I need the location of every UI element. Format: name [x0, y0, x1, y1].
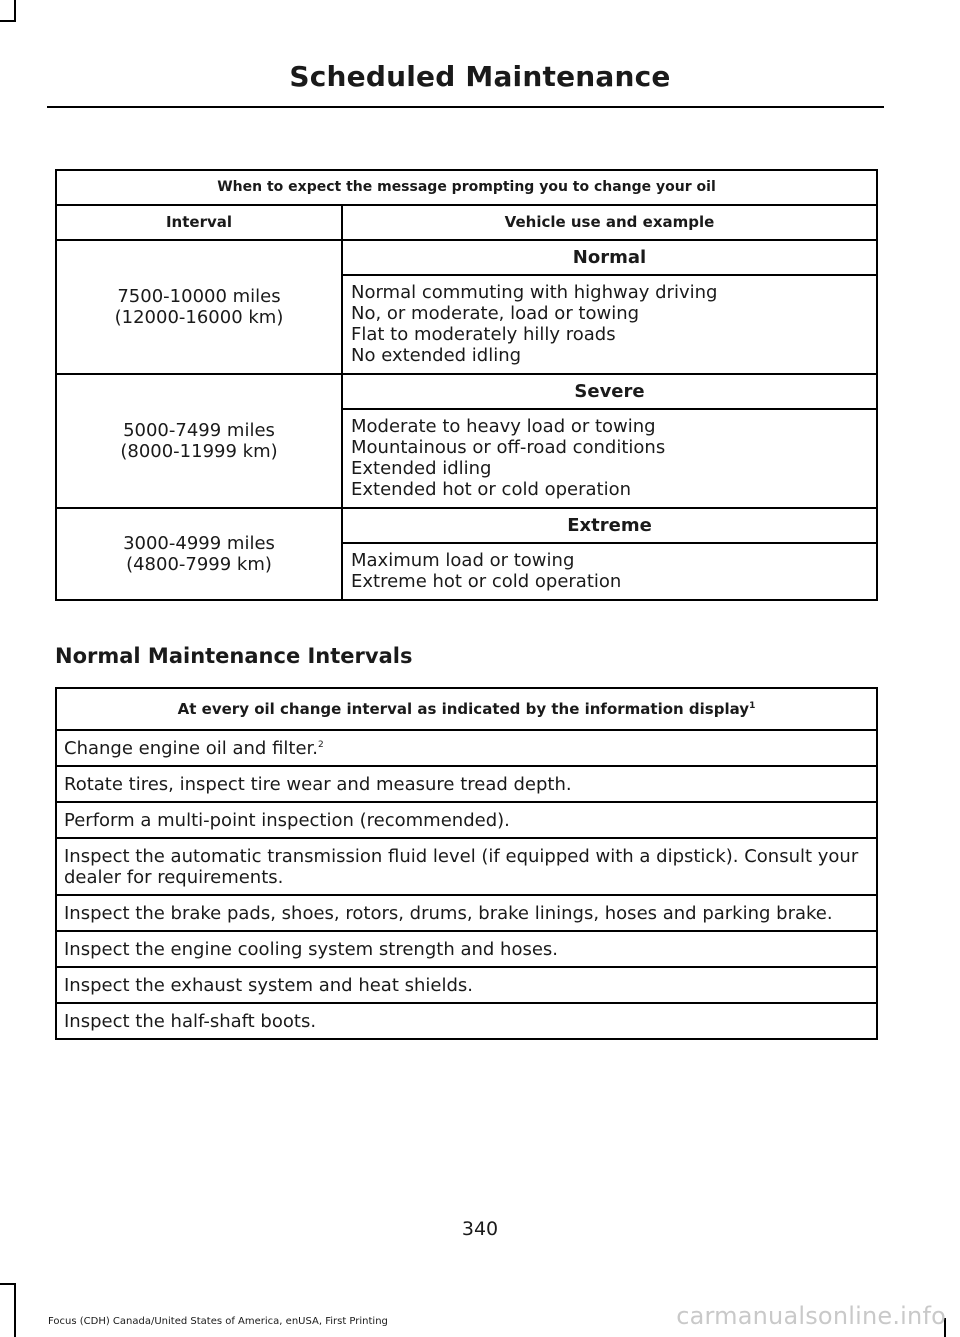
title-divider — [47, 106, 884, 108]
example-line: Normal commuting with highway driving — [351, 282, 718, 303]
interval-km: (8000-11999 km) — [120, 441, 278, 462]
interval-cell-extreme — [56, 508, 342, 600]
category-extreme: Extreme — [342, 508, 877, 543]
crop-mark — [14, 0, 16, 20]
interval-miles: 7500-10000 miles — [117, 286, 281, 307]
crop-mark — [0, 1283, 16, 1285]
vehicle-use-column-header: Vehicle use and example — [342, 205, 877, 240]
examples-extreme — [342, 543, 877, 600]
table-row — [56, 730, 877, 766]
footnote-marker: 1 — [749, 700, 756, 711]
interval-miles: 5000-7499 miles — [123, 420, 275, 441]
example-line: No extended idling — [351, 345, 522, 366]
example-line: Moderate to heavy load or towing — [351, 416, 656, 437]
table-row: Perform a multi-point inspection (recommended). — [56, 802, 877, 838]
table-row: Inspect the brake pads, shoes, rotors, drums, brake linings, hoses and parking brake. — [56, 895, 877, 931]
example-line: Maximum load or towing — [351, 550, 575, 571]
table-row: Inspect the automatic transmission fluid level (if equipped with a dipstick). Consult your dealer for requirements. — [56, 838, 877, 895]
table-row: Inspect the exhaust system and heat shields. — [56, 967, 877, 1003]
example-line: Mountainous or off-road conditions — [351, 437, 666, 458]
table-row: Inspect the half-shaft boots. — [56, 1003, 877, 1039]
table-row: Inspect the engine cooling system strength and hoses. — [56, 931, 877, 967]
maintenance-table-caption — [56, 688, 877, 730]
example-line: Extended hot or cold operation — [351, 479, 632, 500]
interval-km: (12000-16000 km) — [114, 307, 284, 328]
examples-normal — [342, 275, 877, 374]
crop-mark — [0, 20, 16, 22]
interval-column-header: Interval — [56, 205, 342, 240]
page-title: Scheduled Maintenance — [289, 60, 671, 93]
row-text: Change engine oil and filter. — [64, 737, 319, 759]
example-line: Extended idling — [351, 458, 492, 479]
watermark: carmanualsonline.info — [676, 1302, 946, 1330]
page-number: 340 — [461, 1218, 499, 1240]
interval-cell-severe — [56, 374, 342, 508]
oil-change-message-table — [55, 169, 878, 601]
category-normal: Normal — [342, 240, 877, 275]
oil-table-caption: When to expect the message prompting you to change your oil — [56, 170, 877, 205]
crop-mark — [14, 1283, 16, 1337]
example-line: Extreme hot or cold operation — [351, 571, 622, 592]
table-row: Rotate tires, inspect tire wear and measure tread depth. — [56, 766, 877, 802]
footer-text: Focus (CDH) Canada/United States of America, enUSA, First Printing — [48, 1316, 388, 1327]
examples-severe — [342, 409, 877, 508]
section-heading: Normal Maintenance Intervals — [55, 644, 413, 668]
interval-cell-normal — [56, 240, 342, 374]
interval-miles: 3000-4999 miles — [123, 533, 275, 554]
caption-text: At every oil change interval as indicated by the information display — [177, 699, 750, 718]
category-severe: Severe — [342, 374, 877, 409]
interval-km: (4800-7999 km) — [126, 554, 272, 575]
example-line: Flat to moderately hilly roads — [351, 324, 616, 345]
footnote-marker: 2 — [318, 739, 324, 750]
example-line: No, or moderate, load or towing — [351, 303, 640, 324]
normal-maintenance-table — [55, 687, 878, 1040]
